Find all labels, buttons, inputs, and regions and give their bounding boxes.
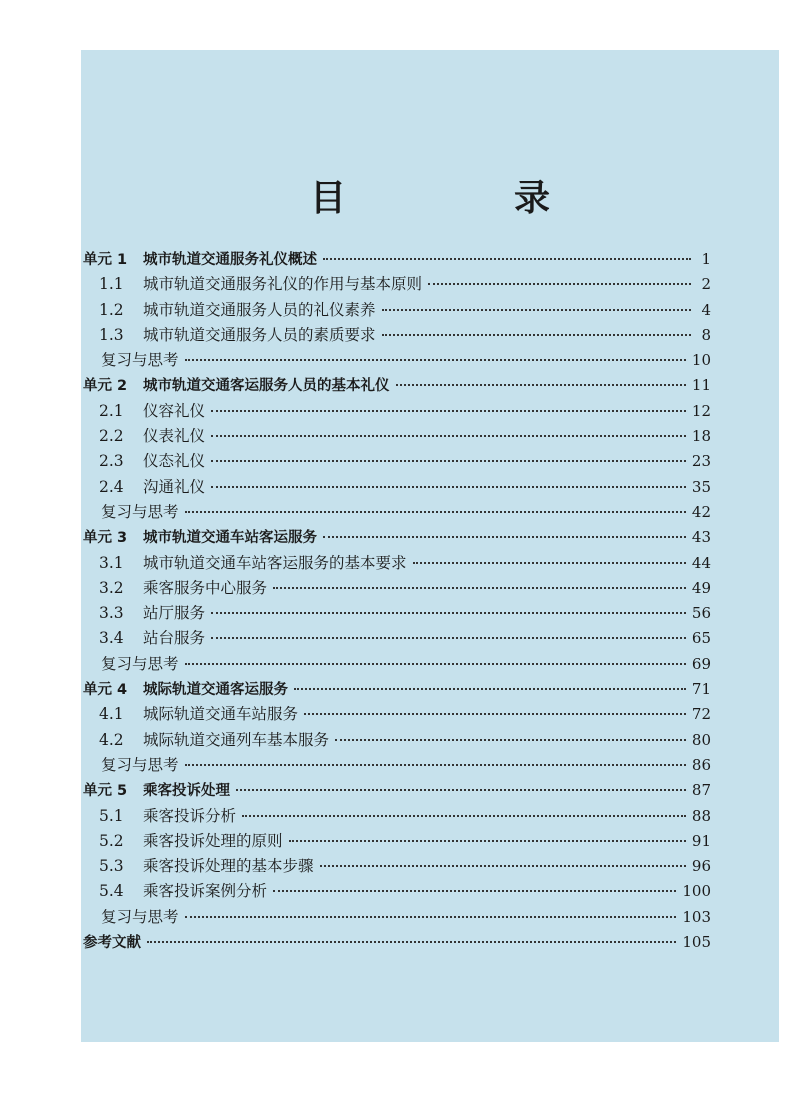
toc-entry-title: 复习与思考 (101, 907, 179, 926)
toc-entry-title: 复习与思考 (101, 351, 179, 370)
toc-entry-number: 2.1 (99, 401, 124, 420)
toc-leader-dots (211, 486, 686, 488)
toc-entry-section (83, 551, 711, 576)
toc-entry-section (83, 854, 711, 879)
toc-entry-number: 1.2 (99, 300, 124, 319)
toc-entry-page-number: 100 (682, 882, 711, 901)
toc-entry-title: 城市轨道交通服务礼仪的作用与基本原则 (143, 275, 423, 294)
toc-leader-dots (185, 916, 677, 918)
toc-entry-title: 城际轨道交通车站服务 (143, 705, 299, 724)
toc-entry-title: 参考文献 (83, 935, 141, 952)
toc-entry-review (83, 905, 711, 930)
toc-entry-number: 4.2 (99, 730, 124, 749)
toc-entry-page-number: 96 (691, 857, 711, 876)
toc-entry-title: 站台服务 (143, 629, 206, 648)
toc-entry-title: 乘客投诉案例分析 (143, 882, 268, 901)
toc-entry-review (83, 348, 711, 373)
toc-entry-title: 仪容礼仪 (143, 401, 206, 420)
toc-entry-ref (83, 930, 711, 955)
book-page (81, 50, 779, 1042)
toc-leader-dots (185, 663, 686, 665)
toc-entry-section (83, 601, 711, 626)
toc-entry-page-number: 88 (691, 806, 711, 825)
toc-entry-review (83, 652, 711, 677)
toc-entry-page-number: 44 (691, 553, 711, 572)
toc-entry-unit (83, 373, 711, 398)
toc-entry-page-number: 80 (691, 730, 711, 749)
toc-leader-dots (211, 460, 686, 462)
toc-entry-number: 单元 1 (83, 252, 128, 268)
table-of-contents (83, 247, 711, 955)
toc-entry-number: 1.3 (99, 325, 124, 344)
toc-entry-section (83, 879, 711, 904)
toc-entry-page-number: 8 (701, 325, 711, 344)
toc-entry-unit (83, 778, 711, 803)
toc-leader-dots (413, 562, 686, 564)
toc-entry-number: 3.3 (99, 604, 124, 623)
toc-entry-page-number: 43 (691, 528, 711, 547)
toc-entry-number: 单元 3 (83, 530, 128, 547)
toc-entry-title: 城市轨道交通服务人员的礼仪素养 (143, 300, 376, 319)
toc-entry-number: 2.2 (99, 427, 124, 446)
toc-entry-page-number: 49 (691, 578, 711, 597)
toc-entry-page-number: 69 (691, 654, 711, 673)
toc-entry-page-number: 71 (691, 680, 711, 699)
toc-leader-dots (289, 840, 686, 842)
toc-entry-page-number: 91 (691, 831, 711, 850)
toc-entry-number: 5.4 (99, 882, 124, 901)
toc-leader-dots (335, 739, 686, 741)
toc-entry-number: 1.1 (99, 275, 124, 294)
toc-entry-number: 5.1 (99, 806, 124, 825)
toc-entry-section (83, 449, 711, 474)
toc-leader-dots (273, 587, 686, 589)
toc-entry-number: 单元 2 (83, 378, 128, 395)
toc-entry-title: 复习与思考 (101, 654, 179, 673)
toc-entry-section (83, 323, 711, 348)
toc-leader-dots (236, 789, 686, 791)
toc-leader-dots (211, 612, 686, 614)
toc-entry-section (83, 626, 711, 651)
toc-entry-section (83, 424, 711, 449)
toc-entry-title: 城市轨道交通服务礼仪概述 (143, 252, 317, 268)
toc-leader-dots (211, 435, 686, 437)
toc-entry-unit (83, 525, 711, 550)
toc-entry-title: 城市轨道交通车站客运服务 (143, 530, 317, 547)
toc-leader-dots (323, 258, 691, 260)
toc-entry-title: 乘客投诉处理的原则 (143, 831, 283, 850)
toc-entry-section (83, 475, 711, 500)
toc-entry-section (83, 702, 711, 727)
toc-entry-section (83, 272, 711, 297)
toc-leader-dots (304, 713, 686, 715)
toc-entry-page-number: 1 (701, 250, 711, 268)
toc-entry-page-number: 65 (691, 629, 711, 648)
toc-entry-title: 城市轨道交通客运服务人员的基本礼仪 (143, 378, 390, 395)
toc-entry-section (83, 298, 711, 323)
toc-entry-title: 仪表礼仪 (143, 427, 206, 446)
toc-entry-unit (83, 247, 711, 272)
toc-entry-number: 5.3 (99, 857, 124, 876)
toc-leader-dots (185, 764, 686, 766)
toc-entry-title: 复习与思考 (101, 502, 179, 521)
toc-entry-section (83, 399, 711, 424)
toc-entry-title: 仪态礼仪 (143, 452, 206, 471)
toc-entry-number: 3.4 (99, 629, 124, 648)
toc-entry-title: 城市轨道交通车站客运服务的基本要求 (143, 553, 407, 572)
toc-entry-number: 5.2 (99, 831, 124, 850)
toc-entry-number: 2.4 (99, 477, 124, 496)
toc-entry-title: 站厅服务 (143, 604, 206, 623)
toc-leader-dots (273, 890, 676, 892)
toc-entry-number: 单元 4 (83, 682, 128, 699)
toc-entry-number: 4.1 (99, 705, 124, 724)
toc-leader-dots (147, 941, 676, 943)
toc-leader-dots (294, 688, 686, 690)
toc-entry-page-number: 86 (691, 755, 711, 774)
toc-leader-dots (382, 309, 691, 311)
toc-entry-number: 单元 5 (83, 783, 128, 800)
toc-entry-page-number: 103 (682, 907, 711, 926)
toc-entry-page-number: 12 (691, 401, 711, 420)
toc-entry-page-number: 72 (691, 705, 711, 724)
toc-entry-number: 2.3 (99, 452, 124, 471)
toc-entry-section (83, 576, 711, 601)
toc-entry-number: 3.1 (99, 553, 124, 572)
toc-entry-page-number: 11 (691, 376, 711, 395)
toc-entry-title: 乘客服务中心服务 (143, 578, 268, 597)
page-title: 目 录 (309, 177, 616, 219)
toc-entry-title: 乘客投诉处理的基本步骤 (143, 857, 314, 876)
toc-entry-section (83, 829, 711, 854)
toc-leader-dots (211, 410, 686, 412)
toc-entry-review (83, 500, 711, 525)
toc-entry-title: 城际轨道交通列车基本服务 (143, 730, 330, 749)
toc-entry-title: 乘客投诉分析 (143, 806, 237, 825)
toc-entry-page-number: 4 (701, 300, 711, 319)
toc-entry-review (83, 753, 711, 778)
toc-entry-page-number: 2 (701, 275, 711, 294)
toc-leader-dots (382, 334, 691, 336)
toc-entry-title: 城际轨道交通客运服务 (143, 682, 288, 699)
toc-leader-dots (396, 384, 686, 386)
toc-leader-dots (323, 536, 686, 538)
toc-leader-dots (211, 637, 686, 639)
toc-leader-dots (185, 511, 686, 513)
toc-entry-title: 沟通礼仪 (143, 477, 206, 496)
toc-entry-page-number: 18 (691, 427, 711, 446)
toc-entry-section (83, 728, 711, 753)
toc-entry-page-number: 10 (691, 351, 711, 370)
toc-leader-dots (320, 865, 686, 867)
toc-entry-page-number: 87 (691, 781, 711, 800)
toc-entry-page-number: 42 (691, 502, 711, 521)
toc-entry-title: 城市轨道交通服务人员的素质要求 (143, 325, 376, 344)
toc-entry-title: 复习与思考 (101, 755, 179, 774)
toc-entry-page-number: 105 (682, 933, 711, 952)
toc-leader-dots (185, 359, 686, 361)
toc-entry-title: 乘客投诉处理 (143, 783, 230, 800)
toc-entry-section (83, 804, 711, 829)
toc-entry-number: 3.2 (99, 578, 124, 597)
toc-entry-unit (83, 677, 711, 702)
toc-entry-page-number: 35 (691, 477, 711, 496)
toc-entry-page-number: 56 (691, 604, 711, 623)
toc-leader-dots (242, 815, 686, 817)
toc-leader-dots (428, 283, 691, 285)
toc-entry-page-number: 23 (691, 452, 711, 471)
